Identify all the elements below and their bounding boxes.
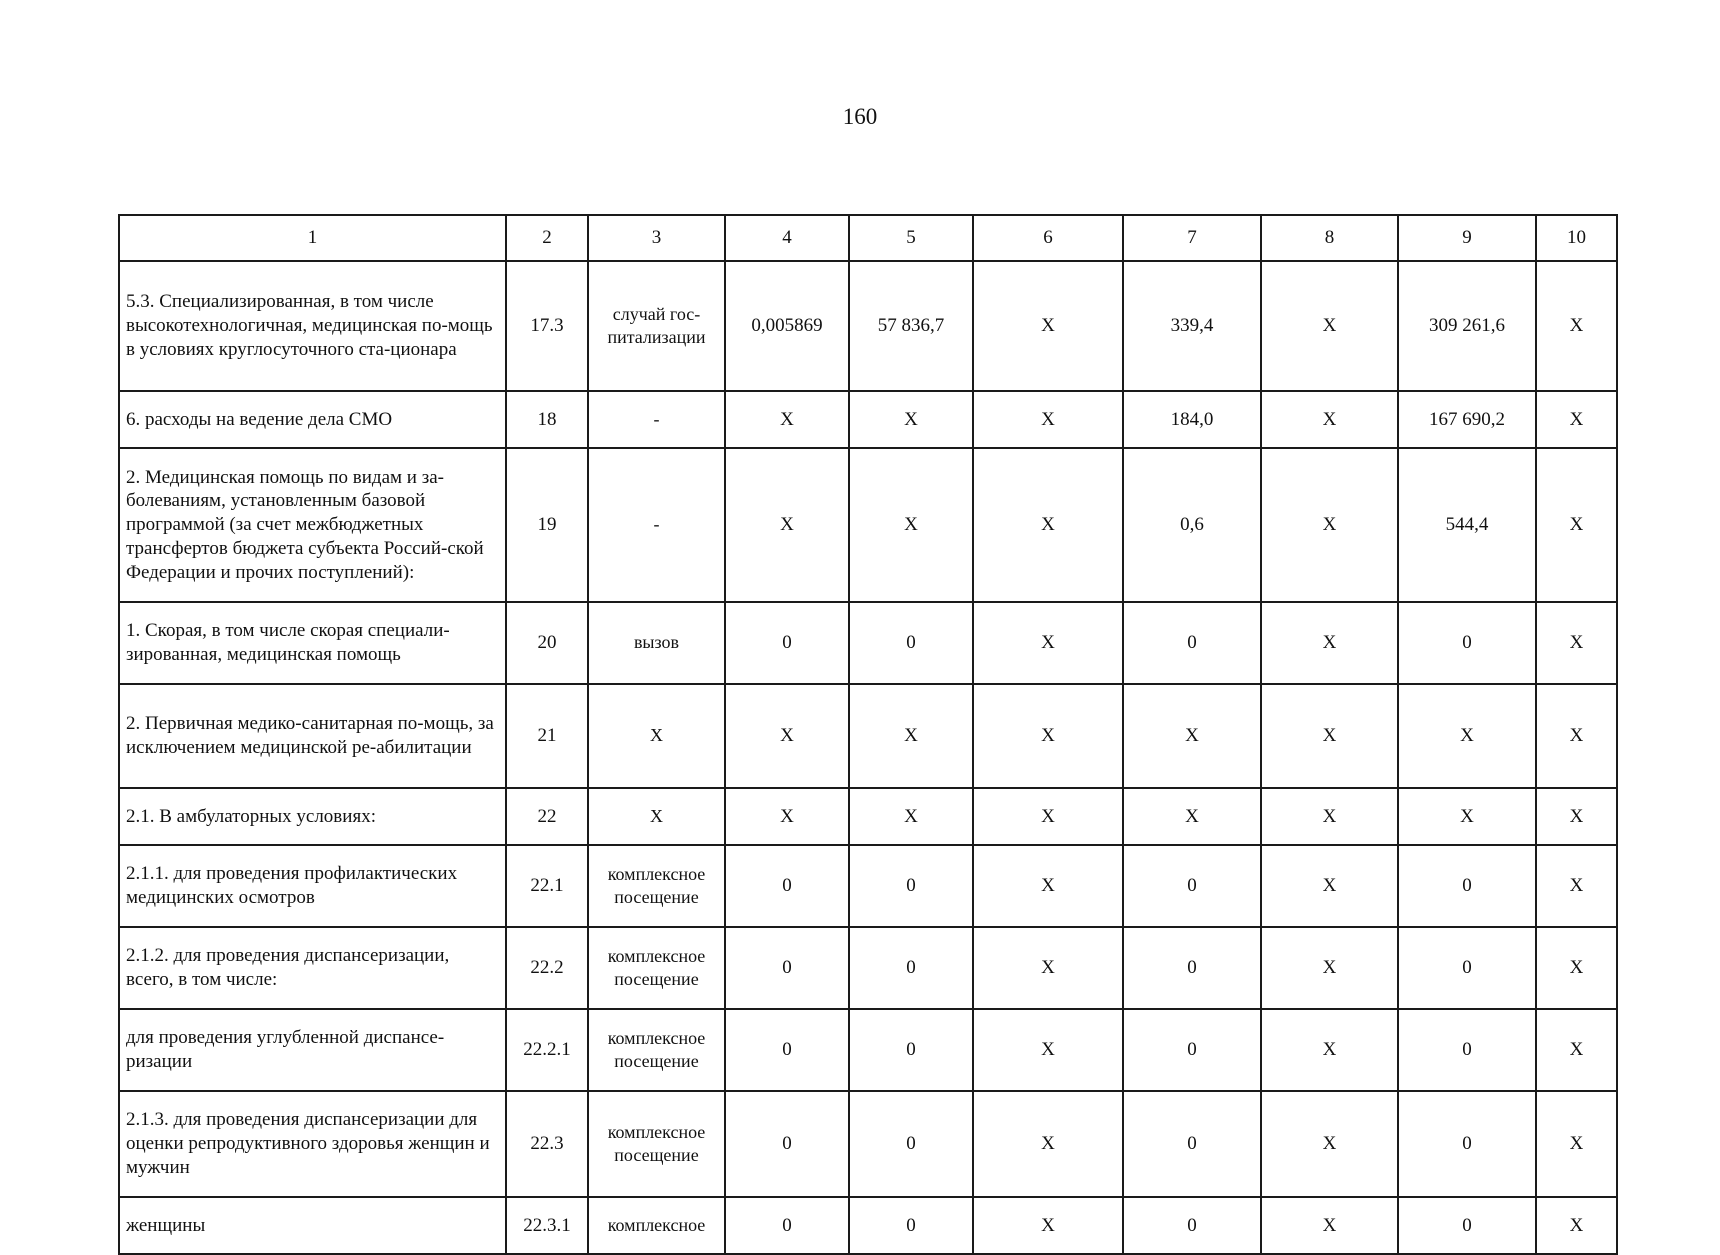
table-cell: X bbox=[1536, 788, 1617, 845]
data-table bbox=[118, 214, 1618, 1255]
table-cell: X bbox=[1536, 448, 1617, 602]
table-cell: X bbox=[1261, 788, 1398, 845]
row-label-cell: 2.1.2. для проведения диспансеризации, всего, в том числе: bbox=[119, 927, 506, 1009]
row-label-cell: 2. Первичная медико-санитарная по-мощь, за исключением медицинской ре-абилитации bbox=[119, 684, 506, 788]
table-cell: 167 690,2 bbox=[1398, 391, 1536, 448]
unit-cell: случай гос-питализации bbox=[588, 261, 725, 391]
table-cell: X bbox=[725, 684, 849, 788]
table-cell: X bbox=[1261, 1197, 1398, 1254]
header-cell: 7 bbox=[1123, 215, 1261, 261]
table-cell: X bbox=[973, 684, 1123, 788]
table-cell: X bbox=[1536, 391, 1617, 448]
unit-cell: комплексное посещение bbox=[588, 1091, 725, 1197]
header-cell: 3 bbox=[588, 215, 725, 261]
table-cell: 0 bbox=[725, 845, 849, 927]
table-row bbox=[119, 1009, 1617, 1091]
table-cell: 0 bbox=[849, 845, 973, 927]
table-cell: 0 bbox=[1123, 845, 1261, 927]
unit-cell: X bbox=[588, 684, 725, 788]
table-cell: X bbox=[725, 448, 849, 602]
table-cell: 0 bbox=[1398, 1197, 1536, 1254]
unit-cell: комплексное посещение bbox=[588, 1009, 725, 1091]
table-cell: X bbox=[1123, 684, 1261, 788]
table-cell: X bbox=[1261, 684, 1398, 788]
table-cell: 339,4 bbox=[1123, 261, 1261, 391]
header-cell: 4 bbox=[725, 215, 849, 261]
table-cell: X bbox=[973, 1091, 1123, 1197]
table-cell: X bbox=[973, 261, 1123, 391]
table-cell: 0 bbox=[1123, 1197, 1261, 1254]
unit-cell: вызов bbox=[588, 602, 725, 684]
table-cell: 184,0 bbox=[1123, 391, 1261, 448]
table-cell: 0 bbox=[1398, 1009, 1536, 1091]
table-cell: X bbox=[973, 1009, 1123, 1091]
table-cell: 0 bbox=[725, 1091, 849, 1197]
unit-cell: комплексное посещение bbox=[588, 845, 725, 927]
table-cell: 0 bbox=[849, 1197, 973, 1254]
table-row bbox=[119, 1197, 1617, 1254]
table-cell: 0,005869 bbox=[725, 261, 849, 391]
header-cell: 10 bbox=[1536, 215, 1617, 261]
table-cell: X bbox=[849, 684, 973, 788]
table-row bbox=[119, 602, 1617, 684]
table-cell: 309 261,6 bbox=[1398, 261, 1536, 391]
table-cell: X bbox=[849, 788, 973, 845]
table-cell: X bbox=[1261, 602, 1398, 684]
table-cell: X bbox=[1261, 448, 1398, 602]
table-cell: 0 bbox=[725, 1009, 849, 1091]
table-cell: 0 bbox=[1398, 845, 1536, 927]
table-cell: 0 bbox=[725, 927, 849, 1009]
row-code-cell: 22.1 bbox=[506, 845, 588, 927]
table-cell: X bbox=[1536, 602, 1617, 684]
row-code-cell: 18 bbox=[506, 391, 588, 448]
table-row bbox=[119, 845, 1617, 927]
table-cell: 0 bbox=[849, 927, 973, 1009]
table-cell: X bbox=[725, 391, 849, 448]
unit-cell: - bbox=[588, 391, 725, 448]
table-row bbox=[119, 788, 1617, 845]
table-row bbox=[119, 927, 1617, 1009]
unit-cell: комплексное bbox=[588, 1197, 725, 1254]
header-cell: 9 bbox=[1398, 215, 1536, 261]
table-header-row bbox=[119, 215, 1617, 261]
table-cell: X bbox=[1536, 1197, 1617, 1254]
row-code-cell: 22 bbox=[506, 788, 588, 845]
row-code-cell: 22.3 bbox=[506, 1091, 588, 1197]
table-cell: 0 bbox=[1398, 927, 1536, 1009]
table-cell: 0 bbox=[725, 1197, 849, 1254]
table-cell: 544,4 bbox=[1398, 448, 1536, 602]
row-label-cell: 5.3. Специализированная, в том числе высокотехнологичная, медицинская по-мощь в условиях круглосуточного ста-ционара bbox=[119, 261, 506, 391]
table-cell: X bbox=[1536, 261, 1617, 391]
table-cell: X bbox=[1398, 788, 1536, 845]
table-cell: X bbox=[1261, 1009, 1398, 1091]
table-cell: X bbox=[1261, 927, 1398, 1009]
row-code-cell: 17.3 bbox=[506, 261, 588, 391]
header-cell: 5 bbox=[849, 215, 973, 261]
table-cell: X bbox=[1261, 261, 1398, 391]
row-code-cell: 20 bbox=[506, 602, 588, 684]
table-cell: X bbox=[973, 448, 1123, 602]
table-cell: 0 bbox=[1123, 927, 1261, 1009]
table-cell: X bbox=[725, 788, 849, 845]
row-label-cell: для проведения углубленной диспансе-ризации bbox=[119, 1009, 506, 1091]
row-code-cell: 21 bbox=[506, 684, 588, 788]
header-cell: 2 bbox=[506, 215, 588, 261]
table-cell: 0 bbox=[1398, 1091, 1536, 1197]
table-cell: X bbox=[1261, 1091, 1398, 1197]
row-label-cell: 2.1.1. для проведения профилактических медицинских осмотров bbox=[119, 845, 506, 927]
table-row bbox=[119, 684, 1617, 788]
table-cell: X bbox=[973, 602, 1123, 684]
header-cell: 6 bbox=[973, 215, 1123, 261]
table-cell: 0 bbox=[849, 1009, 973, 1091]
table-cell: X bbox=[1536, 684, 1617, 788]
table-cell: X bbox=[1536, 1091, 1617, 1197]
table-cell: X bbox=[973, 1197, 1123, 1254]
row-code-cell: 19 bbox=[506, 448, 588, 602]
table-cell: X bbox=[1536, 927, 1617, 1009]
row-code-cell: 22.2 bbox=[506, 927, 588, 1009]
page-number: 160 bbox=[842, 104, 878, 129]
table-cell: 0 bbox=[1123, 1091, 1261, 1197]
table-cell: X bbox=[849, 391, 973, 448]
table-row bbox=[119, 391, 1617, 448]
table-cell: X bbox=[973, 845, 1123, 927]
table-cell: 0 bbox=[849, 1091, 973, 1197]
unit-cell: X bbox=[588, 788, 725, 845]
table-cell: 57 836,7 bbox=[849, 261, 973, 391]
header-cell: 1 bbox=[119, 215, 506, 261]
table-cell: X bbox=[973, 927, 1123, 1009]
table-cell: X bbox=[1536, 1009, 1617, 1091]
table-cell: 0 bbox=[725, 602, 849, 684]
table-cell: 0,6 bbox=[1123, 448, 1261, 602]
header-cell: 8 bbox=[1261, 215, 1398, 261]
table-cell: 0 bbox=[1123, 602, 1261, 684]
table-cell: X bbox=[1398, 684, 1536, 788]
table-cell: X bbox=[1261, 391, 1398, 448]
row-code-cell: 22.2.1 bbox=[506, 1009, 588, 1091]
table-cell: X bbox=[1261, 845, 1398, 927]
table-cell: X bbox=[973, 788, 1123, 845]
row-label-cell: 2. Медицинская помощь по видам и за-болеваниям, установленным базовой программой (за счет межбюджетных трансфертов бюджета субъекта Россий-ской Федерации и прочих поступлений): bbox=[119, 448, 506, 602]
row-label-cell: 2.1.3. для проведения диспансеризации для оценки репродуктивного здоровья женщин и мужчин bbox=[119, 1091, 506, 1197]
table-cell: 0 bbox=[849, 602, 973, 684]
table-cell: X bbox=[1536, 845, 1617, 927]
unit-cell: комплексное посещение bbox=[588, 927, 725, 1009]
table-cell: 0 bbox=[1123, 1009, 1261, 1091]
table-row bbox=[119, 1091, 1617, 1197]
row-label-cell: 1. Скорая, в том числе скорая специали-зированная, медицинская помощь bbox=[119, 602, 506, 684]
row-label-cell: женщины bbox=[119, 1197, 506, 1254]
table-cell: X bbox=[1123, 788, 1261, 845]
row-label-cell: 6. расходы на ведение дела СМО bbox=[119, 391, 506, 448]
table-cell: 0 bbox=[1398, 602, 1536, 684]
row-code-cell: 22.3.1 bbox=[506, 1197, 588, 1254]
unit-cell: - bbox=[588, 448, 725, 602]
table-cell: X bbox=[849, 448, 973, 602]
table-cell: X bbox=[973, 391, 1123, 448]
row-label-cell: 2.1. В амбулаторных условиях: bbox=[119, 788, 506, 845]
table-row bbox=[119, 261, 1617, 391]
table-row bbox=[119, 448, 1617, 602]
